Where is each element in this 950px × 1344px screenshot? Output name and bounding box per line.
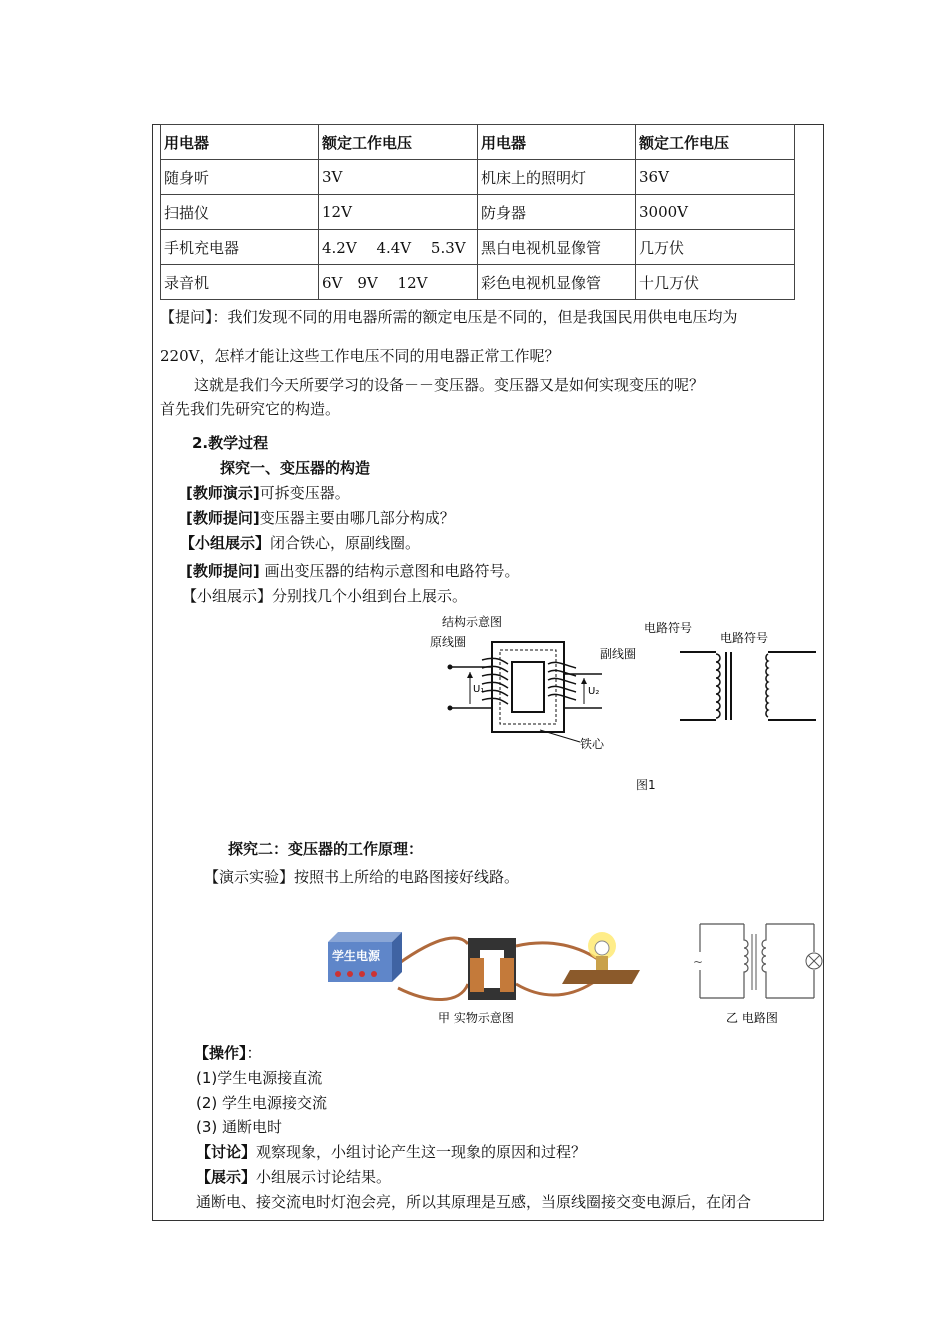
u1-label: U₁ <box>473 684 485 695</box>
table-cell: 手机充电器 <box>161 230 319 265</box>
item-text: 分别找几个小组到台上展示。 <box>272 587 468 605</box>
primary-winding <box>716 654 720 718</box>
table-cell: 3000V <box>636 195 795 230</box>
table-header-cell: 用电器 <box>161 125 319 160</box>
question-tag: 【提问】 <box>160 308 213 326</box>
voltage-table <box>160 124 795 300</box>
table-row <box>161 230 795 265</box>
item-text: 变压器主要由哪几部分构成？ <box>259 509 455 527</box>
question-line-2: 220V，怎样才能让这些工作电压不同的用电器正常工作呢？ <box>160 347 560 365</box>
table-cell: 扫描仪 <box>161 195 319 230</box>
table-cell: 防身器 <box>478 195 636 230</box>
symbol-title-1: 电路符号 <box>644 621 693 635</box>
table-cell: 黑白电视机显像管 <box>478 230 636 265</box>
show-tag: 【展示】 <box>196 1168 257 1186</box>
table-header-cell: 额定工作电压 <box>319 125 478 160</box>
table-cell: 3V <box>319 160 478 195</box>
table-row <box>161 160 795 195</box>
intro-line-2: 首先我们先研究它的构造。 <box>160 400 341 418</box>
symbol-title-2: 电路符号 <box>720 631 769 645</box>
item-text: 画出变压器的结构示意图和电路符号。 <box>259 562 520 580</box>
core-label: 铁心 <box>580 737 605 751</box>
table-cell: 随身听 <box>161 160 319 195</box>
demo-text: 按照书上所给的电路图接好线路。 <box>294 868 520 886</box>
secondary-coil <box>548 662 576 700</box>
operation-step: (2) 学生电源接交流 <box>196 1094 328 1112</box>
table-cell: 十几万伏 <box>636 265 795 300</box>
table-row <box>161 195 795 230</box>
question-text: ：我们发现不同的用电器所需的额定电压是不同的，但是我国民用供电电压均为 <box>212 308 738 326</box>
operation-tag: 【操作】 <box>194 1044 247 1062</box>
table-header-row <box>161 125 795 160</box>
discuss-text: 观察现象，小组讨论产生这一现象的原因和过程？ <box>256 1143 587 1161</box>
operation-step: (3) 通断电时 <box>196 1118 283 1136</box>
struct-title: 结构示意图 <box>442 615 503 629</box>
table-cell: 12V <box>319 195 478 230</box>
process-item <box>186 560 520 581</box>
core-inner <box>512 662 544 712</box>
operation-heading <box>194 1042 262 1063</box>
power-label: 学生电源 <box>332 949 381 963</box>
item-tag: [教师提问] <box>186 562 260 580</box>
process-item <box>180 532 420 553</box>
demo-line <box>204 866 519 887</box>
primary-label: 原线圈 <box>430 635 467 649</box>
secondary-label: 副线圈 <box>600 647 637 661</box>
caption-a: 甲 实物示意图 <box>438 1011 514 1025</box>
u2-label: U₂ <box>588 686 600 697</box>
show-text: 小组展示讨论结果。 <box>256 1168 392 1186</box>
operation-suffix: ： <box>246 1044 262 1062</box>
discuss-tag: 【讨论】 <box>196 1143 257 1161</box>
table-row <box>161 265 795 300</box>
bulb-base <box>562 970 640 984</box>
table-cell: 6V 9V 12V <box>319 265 478 300</box>
transformer-symbol-diagram <box>644 618 826 728</box>
table-cell: 录音机 <box>161 265 319 300</box>
process-item <box>182 585 467 606</box>
table-cell: 机床上的照明灯 <box>478 160 636 195</box>
process-heading: 2.教学过程 <box>192 434 269 452</box>
question-line-1 <box>160 306 738 327</box>
explore2-heading: 探究二：变压器的工作原理： <box>228 840 424 858</box>
item-text: 闭合铁心，原副线圈。 <box>270 534 421 552</box>
table-header-cell: 用电器 <box>478 125 636 160</box>
apparatus-diagram <box>320 914 650 1034</box>
circuit-diagram <box>690 918 824 1028</box>
table-cell: 几万伏 <box>636 230 795 265</box>
item-text: 可拆变压器。 <box>259 484 350 502</box>
table-cell: 4.2V 4.4V 5.3V <box>319 230 478 265</box>
show-line <box>196 1166 391 1187</box>
figure1-caption: 图1 <box>636 778 656 792</box>
item-tag: 【小组展示】 <box>182 587 273 605</box>
item-tag: 【小组展示】 <box>180 534 271 552</box>
table-cell: 36V <box>636 160 795 195</box>
table-cell: 彩色电视机显像管 <box>478 265 636 300</box>
operation-step: (1)学生电源接直流 <box>196 1069 323 1087</box>
demo-tag: 【演示实验】 <box>204 868 295 886</box>
explore1-heading: 探究一、变压器的构造 <box>220 459 371 477</box>
discuss-line <box>196 1141 586 1162</box>
intro-line-1: 这就是我们今天所要学习的设备－－变压器。变压器又是如何实现变压的呢？ <box>194 376 705 394</box>
item-tag: [教师提问] <box>186 509 260 527</box>
item-tag: [教师演示] <box>186 484 260 502</box>
secondary-winding <box>766 654 768 717</box>
caption-b: 乙 电路图 <box>726 1011 778 1025</box>
ac-source-icon: ~ <box>693 955 704 969</box>
process-item <box>186 507 455 528</box>
process-item <box>186 482 350 503</box>
transformer-structure-diagram <box>420 612 660 752</box>
conclusion-line: 通断电、接交流电时灯泡会亮，所以其原理是互感，当原线圈接交变电源后，在闭合 <box>196 1193 752 1211</box>
primary-coil <box>482 658 508 704</box>
table-header-cell: 额定工作电压 <box>636 125 795 160</box>
